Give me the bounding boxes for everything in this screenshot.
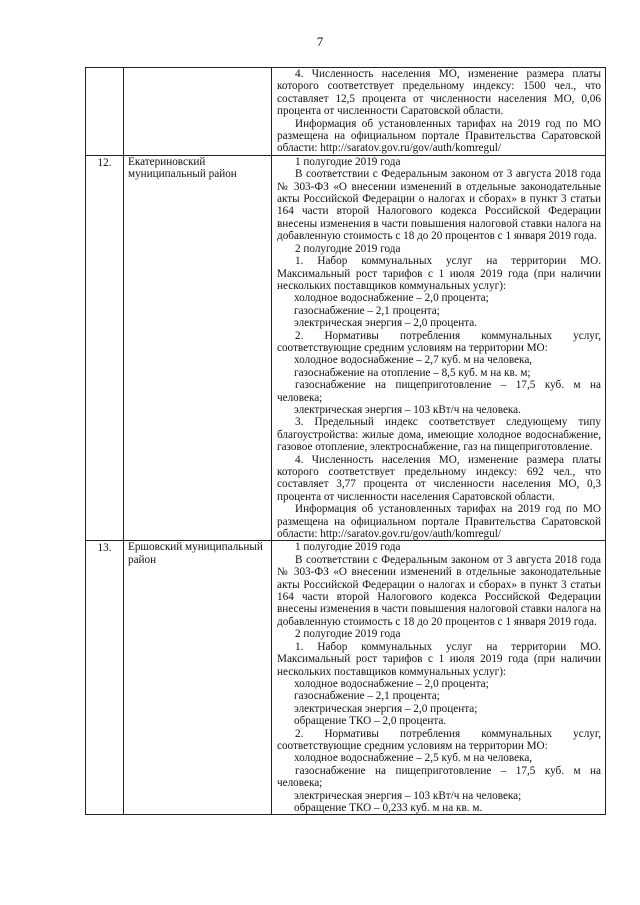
list-item: обращение ТКО – 0,233 куб. м на кв. м.	[294, 801, 483, 814]
list-item: холодное водоснабжение – 2,7 куб. м на человека,	[294, 354, 533, 367]
period-heading: 2 полугодие 2019 года	[295, 242, 401, 255]
paragraph: 1. Набор коммунальных услуг на территории МО. Максимальный рост тарифов с 1 июля 2019 года (при наличии нескольких поставщиков коммунальных услуг):	[277, 640, 601, 678]
list-item: электрическая энергия – 103 кВт/ч на человека;	[294, 789, 522, 802]
list-item: газоснабжение – 2,1 процента;	[294, 690, 440, 703]
list-item: электрическая энергия – 2,0 процента;	[294, 702, 478, 715]
district-name: Ершовский муниципальный район	[128, 541, 263, 566]
paragraph: 2. Нормативы потребления коммунальных услуг, соответствующие средним условиям на территории МО:	[277, 329, 601, 354]
district-name: Екатериновский муниципальный район	[128, 155, 237, 181]
district-name-cell	[124, 541, 272, 815]
districts-table	[85, 67, 606, 815]
period-heading: 1 полугодие 2019 года	[295, 541, 401, 554]
period-heading: 2 полугодие 2019 года	[295, 628, 401, 641]
paragraph: 1. Набор коммунальных услуг на территории МО. Максимальный рост тарифов с 1 июля 2019 года (при наличии нескольких поставщиков коммунальных услуг):	[277, 255, 601, 292]
list-item: холодное водоснабжение – 2,0 процента;	[294, 292, 489, 305]
row-number	[86, 68, 123, 69]
row-content	[272, 541, 606, 815]
paragraph: 2. Нормативы потребления коммунальных услуг, соответствующие средним условиям на территории МО:	[277, 727, 601, 752]
paragraph: 3. Предельный индекс соответствует следующему типу благоустройства: жилые дома, имеющие холодное водоснабжение, газовое отопление, электроснабжение, газ на пищеприготовление.	[277, 416, 601, 454]
row-number: 13.	[97, 542, 112, 555]
table-row	[86, 68, 606, 156]
table-row	[86, 155, 606, 541]
row-content	[272, 68, 606, 156]
list-item: холодное водоснабжение – 2,5 куб. м на человека,	[294, 752, 533, 765]
paragraph: 4. Численность населения МО, изменение размера платы которого соответствует предельному индексу: 692 чел., что составляет 3,77 процента от численности населения МО, 0,3 процента от численности населения Саратовской области.	[277, 453, 601, 503]
page-number: 7	[316, 34, 324, 49]
list-item: обращение ТКО – 2,0 процента.	[294, 715, 447, 728]
list-item: газоснабжение на пищеприготовление – 17,5 куб. м на человека;	[277, 764, 601, 790]
table-row	[86, 541, 606, 815]
paragraph: Информация об установленных тарифах на 2019 год по МО размещена на официальном портале Правительства Саратовской области: http://saratov.gov.ru/gov/auth/komregul/	[277, 117, 601, 155]
list-item: электрическая энергия – 2,0 процента.	[294, 317, 477, 330]
row-number: 12.	[97, 156, 112, 169]
row-number-cell	[86, 68, 124, 156]
paragraph: В соответствии с Федеральным законом от 3 августа 2018 года № 303-ФЗ «О внесении изменений в отдельные законодательные акты Российской Федерации о налогах и сборах» в пункт 3 статьи 164 части второй Налогового кодекса Российской Федерации внесены изменения в части повышения налоговой ставки налога на добавленную стоимость с 18 до 20 процентов с 1 января 2019 года.	[277, 553, 601, 628]
row-number-cell	[86, 155, 124, 541]
district-name-cell	[124, 155, 272, 541]
row-number-cell	[86, 541, 124, 815]
paragraph: 4. Численность населения МО, изменение размера платы которого соответствует предельному индексу: 1500 чел., что составляет 12,5 процента от численности населения МО, 0,06 процента от численности Саратовской области.	[277, 68, 601, 118]
paragraph: Информация об установленных тарифах на 2019 год по МО размещена на официальном портале Правительства Саратовской области: http://saratov.gov.ru/gov/auth/komregul/	[277, 503, 601, 541]
district-name-cell	[124, 68, 272, 156]
list-item: газоснабжение на пищеприготовление – 17,5 куб. м на человека;	[277, 379, 601, 404]
list-item: газоснабжение – 2,1 процента;	[294, 304, 440, 317]
list-item: холодное водоснабжение – 2,0 процента;	[294, 677, 489, 690]
period-heading: 1 полугодие 2019 года	[295, 155, 401, 168]
paragraph: В соответствии с Федеральным законом от 3 августа 2018 года № 303-ФЗ «О внесении изменений в отдельные законодательные акты Российской Федерации о налогах и сборах» в пункт 3 статьи 164 части второй Налогового кодекса Российской Федерации внесены изменения в части повышения налоговой ставки налога на добавленную стоимость с 18 до 20 процентов с 1 января 2019 года.	[277, 168, 601, 243]
list-item: электрическая энергия – 103 кВт/ч на человека.	[294, 403, 521, 416]
row-content	[272, 155, 606, 541]
list-item: газоснабжение на отопление – 8,5 куб. м на кв. м;	[294, 366, 531, 379]
